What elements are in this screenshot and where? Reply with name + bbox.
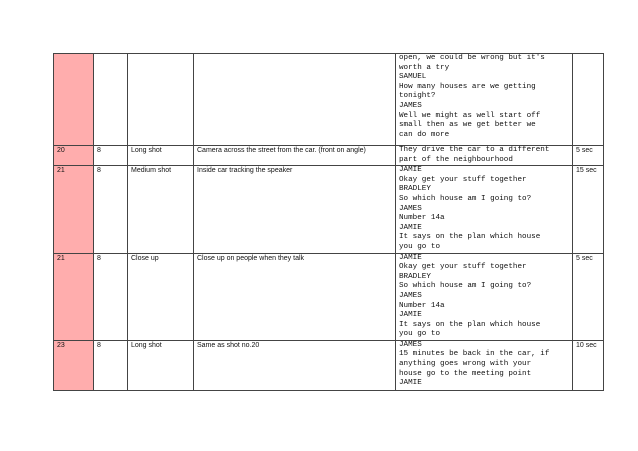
description-cell: Camera across the street from the car. (front on angle) bbox=[194, 146, 396, 166]
shot-type-cell: Long shot bbox=[128, 146, 194, 166]
description-cell bbox=[194, 54, 396, 146]
shot-number-cell: 21 bbox=[54, 253, 94, 340]
scene-cell: 8 bbox=[94, 340, 128, 390]
audio-cell: JAMIE Okay get your stuff together BRADLEY So which house am I going to? JAMES Number 14a JAMIE It says on the plan which house you go to bbox=[396, 253, 573, 340]
shot-number-cell: 21 bbox=[54, 166, 94, 253]
duration-cell: 10 sec bbox=[573, 340, 604, 390]
table-row bbox=[54, 146, 604, 166]
audio-cell: They drive the car to a different part of the neighbourhood bbox=[396, 146, 573, 166]
duration-cell: 5 sec bbox=[573, 146, 604, 166]
shot-type-cell: Long shot bbox=[128, 340, 194, 390]
scene-cell bbox=[94, 54, 128, 146]
audio-cell: open, we could be wrong but it's worth a try SAMUEL How many houses are we getting tonight? JAMES Well we might as well start off small then as we get better we can do more bbox=[396, 54, 573, 146]
table-row bbox=[54, 166, 604, 253]
table-row bbox=[54, 54, 604, 146]
shot-type-cell bbox=[128, 54, 194, 146]
scene-cell: 8 bbox=[94, 253, 128, 340]
table-row bbox=[54, 340, 604, 390]
scene-cell: 8 bbox=[94, 146, 128, 166]
duration-cell: 5 sec bbox=[573, 253, 604, 340]
shot-type-cell: Close up bbox=[128, 253, 194, 340]
shot-number-cell: 23 bbox=[54, 340, 94, 390]
description-cell: Inside car tracking the speaker bbox=[194, 166, 396, 253]
shot-number-cell bbox=[54, 54, 94, 146]
shot-number-cell: 20 bbox=[54, 146, 94, 166]
table-row bbox=[54, 253, 604, 340]
audio-cell: JAMES 15 minutes be back in the car, if anything goes wrong with your house go to the meeting point JAMIE bbox=[396, 340, 573, 390]
description-cell: Same as shot no.20 bbox=[194, 340, 396, 390]
audio-cell: JAMIE Okay get your stuff together BRADLEY So which house am I going to? JAMES Number 14a JAMIE It says on the plan which house you go to bbox=[396, 166, 573, 253]
shot-type-cell: Medium shot bbox=[128, 166, 194, 253]
duration-cell bbox=[573, 54, 604, 146]
scene-cell: 8 bbox=[94, 166, 128, 253]
duration-cell: 15 sec bbox=[573, 166, 604, 253]
shot-list-table bbox=[53, 53, 604, 391]
description-cell: Close up on people when they talk bbox=[194, 253, 396, 340]
